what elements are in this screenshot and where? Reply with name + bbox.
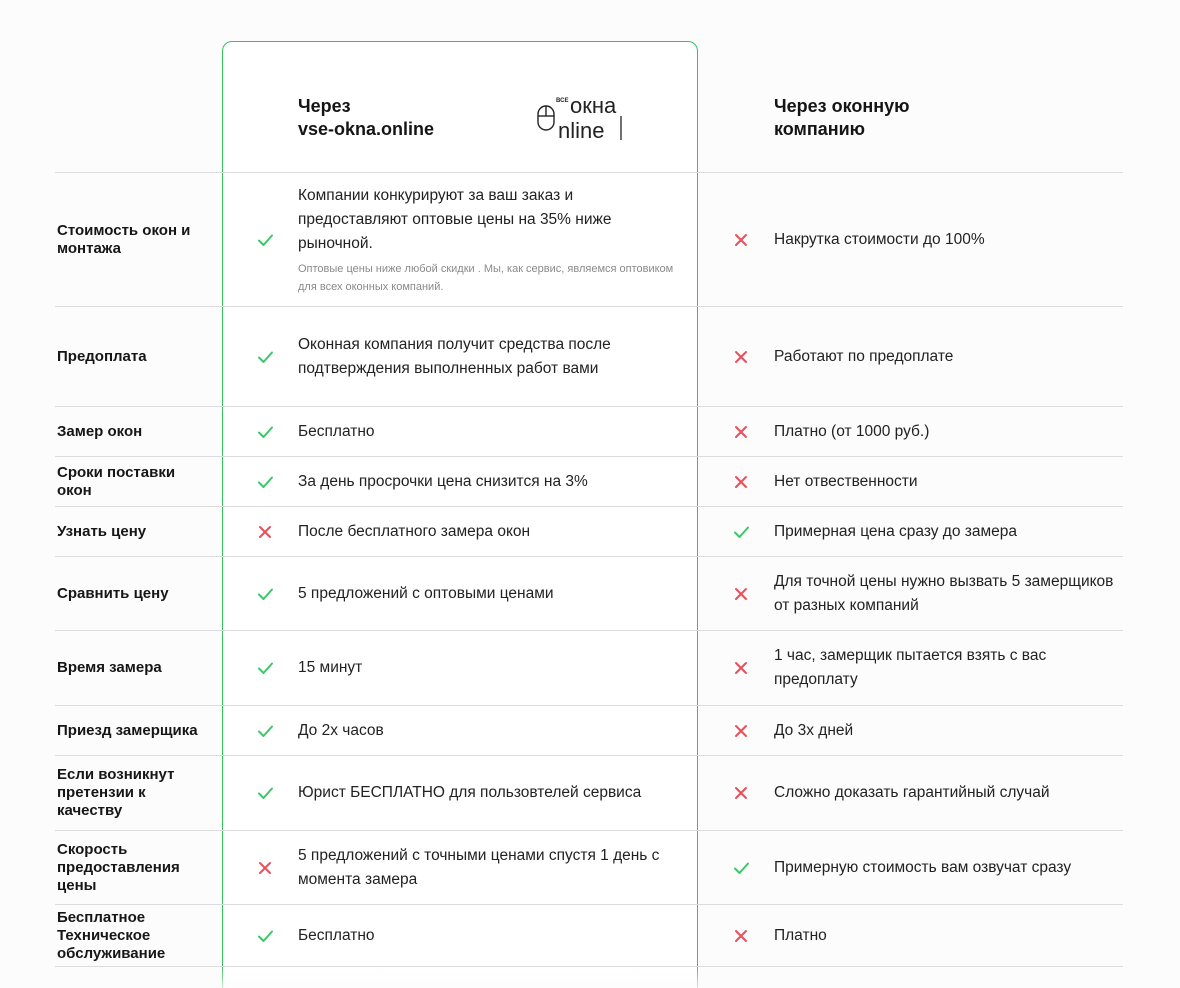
row-label: Время замера <box>57 659 162 676</box>
company-cell-text: 1 час, замерщик пытается взять с вас предоплату <box>774 647 1047 688</box>
service-cell-text: 5 предложений с оптовыми ценами <box>298 584 554 602</box>
check-icon <box>256 348 274 366</box>
company-cell-text: Платно (от 1000 руб.) <box>774 422 930 440</box>
table-row <box>55 306 1123 406</box>
company-cell <box>774 856 1114 880</box>
cross-icon <box>732 473 750 491</box>
cross-icon <box>256 523 274 541</box>
cross-icon <box>732 784 750 802</box>
service-cell-text: После бесплатного замера окон <box>298 522 531 540</box>
check-icon <box>256 784 274 802</box>
row-label: Узнать цену <box>57 522 147 540</box>
cross-icon <box>732 231 750 249</box>
service-cell-text: Бесплатно <box>298 926 375 944</box>
service-title-text: Через vse-okna.online <box>298 96 435 139</box>
company-cell <box>774 570 1114 618</box>
table-row <box>55 755 1123 830</box>
row-label: Стоимость окон и монтажа <box>57 221 191 257</box>
company-cell-text: Для точной цены нужно вызвать 5 замерщиков от разных компаний <box>774 572 1114 614</box>
service-cell <box>298 520 683 544</box>
comparison-rows <box>55 172 1123 967</box>
service-cell-text: Оконная компания получит средства после подтверждения выполненных работ вами <box>298 335 611 377</box>
service-cell <box>298 184 683 296</box>
company-cell-text: Сложно доказать гарантийный случай <box>774 784 1050 801</box>
service-cell <box>298 844 683 892</box>
company-cell-text: Работают по предоплате <box>774 347 954 365</box>
table-row <box>55 830 1123 904</box>
service-cell <box>298 781 683 805</box>
company-cell-text: Накрутка стоимости до 100% <box>774 230 985 248</box>
service-cell-text: Бесплатно <box>298 422 375 440</box>
logo-graphic <box>537 92 625 144</box>
cross-icon <box>732 927 750 945</box>
company-cell <box>774 924 1114 948</box>
service-cell-text: За день просрочки цена снизится на 3% <box>298 472 588 490</box>
logo-main-text: окна <box>570 93 617 118</box>
service-cell <box>298 470 683 494</box>
service-cell-text: Юрист БЕСПЛАТНО для пользовтелей сервиса <box>298 784 642 801</box>
check-icon <box>256 473 274 491</box>
service-cell-text: До 2х часов <box>298 721 384 739</box>
company-title-text: Через оконную компанию <box>774 96 910 139</box>
row-label: Сравнить цену <box>57 584 169 602</box>
service-cell-note: Оптовые цены ниже любой скидки . Мы, как сервис, являемся оптовиком для всех оконных компаний. <box>298 262 674 293</box>
comparison-header <box>0 0 1180 172</box>
company-cell <box>774 520 1114 544</box>
service-cell-text: 15 минут <box>298 659 363 676</box>
company-cell <box>774 719 1114 743</box>
row-label: Замер окон <box>57 422 143 440</box>
company-cell-text: Примерная цена сразу до замера <box>774 522 1018 540</box>
check-icon <box>732 859 750 877</box>
check-icon <box>256 659 274 677</box>
service-cell-text: Компании конкурируют за ваш заказ и предоставляют оптовые цены на 35% ниже рыночной. <box>298 186 612 252</box>
service-cell <box>298 333 683 381</box>
service-cell-text: 5 предложений с точными ценами спустя 1 день с момента замера <box>298 846 660 888</box>
service-cell <box>298 582 683 606</box>
logo-top-text: ВСЕ <box>556 98 569 104</box>
company-cell <box>774 345 1114 369</box>
check-icon <box>256 585 274 603</box>
table-row <box>55 172 1123 306</box>
company-column-title <box>774 95 910 141</box>
company-cell-text: Платно <box>774 926 827 944</box>
table-row <box>55 904 1123 967</box>
table-row <box>55 630 1123 705</box>
company-cell <box>774 228 1114 252</box>
check-icon <box>256 722 274 740</box>
vse-okna-logo <box>537 92 625 144</box>
logo-sub-text: nline <box>558 118 605 143</box>
company-cell <box>774 470 1114 494</box>
table-row <box>55 456 1123 506</box>
table-row <box>55 406 1123 456</box>
service-cell <box>298 420 683 444</box>
company-cell <box>774 781 1114 805</box>
company-cell-text: До 3х дней <box>774 721 854 739</box>
cross-icon <box>256 859 274 877</box>
table-row <box>55 705 1123 755</box>
company-cell <box>774 644 1114 692</box>
check-icon <box>732 523 750 541</box>
table-row <box>55 556 1123 630</box>
check-icon <box>256 927 274 945</box>
bottom-fade <box>0 966 1180 988</box>
row-label: Приезд замерщика <box>57 721 198 739</box>
cross-icon <box>732 722 750 740</box>
service-cell <box>298 924 683 948</box>
company-cell <box>774 420 1114 444</box>
table-row <box>55 506 1123 556</box>
service-cell <box>298 656 683 680</box>
cross-icon <box>732 423 750 441</box>
cross-icon <box>732 348 750 366</box>
check-icon <box>256 423 274 441</box>
company-cell-text: Примерную стоимость вам озвучат сразу <box>774 858 1072 876</box>
check-icon <box>256 231 274 249</box>
row-label: Предоплата <box>57 347 147 365</box>
row-label: Если возникнут претензии к качеству <box>57 766 175 819</box>
cross-icon <box>732 659 750 677</box>
row-label: Сроки поставки окон <box>57 463 176 499</box>
row-label: Скорость предоставления цены <box>57 840 180 894</box>
row-label: Бесплатное Техническое обслуживание <box>57 908 166 962</box>
service-cell <box>298 719 683 743</box>
service-column-title <box>298 95 434 141</box>
company-cell-text: Нет отвественности <box>774 472 918 490</box>
cross-icon <box>732 585 750 603</box>
